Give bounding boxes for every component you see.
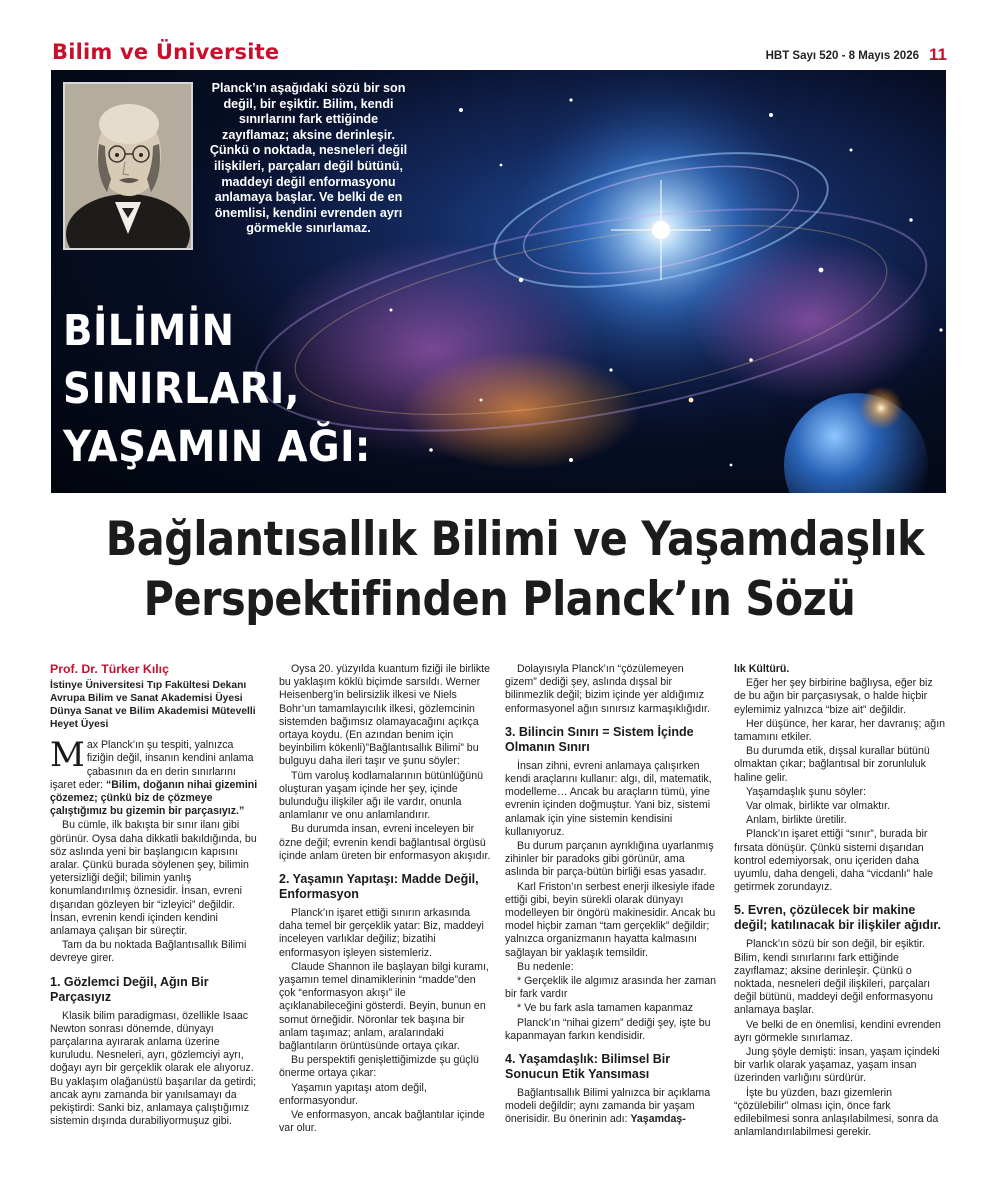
star (730, 464, 733, 467)
paragraph: Var olmak, birlikte var olmaktır. (746, 800, 891, 813)
pull-quote: Planck’ın aşağıdaki sözü bir son değil, bir eşiktir. Bilim, kendi sınırlarını fark ettiğinde zayıflamaz; aksine derinleşir. Çünkü o noktada, nesneleri değil ilişkileri, parçaları değil bütünü, maddeyi değil enformasyonu anlamaya başlar. Ve belki de en önemlisi, kendini evrenden ayrı görmekle sınırlamaz. (209, 81, 408, 236)
section-heading: 4. Yaşamdaşlık: Bilimsel Bir Sonucun Etik Yansıması (505, 1052, 671, 1082)
paragraph: Bu durumda insan, evreni inceleyen bir özne değil; evrenin kendi bağlantısal örgüsü içinde anlam üreten bir enformasyon akışıdır. (279, 823, 491, 862)
paragraph: Planck’ın işaret ettiği sınırın arkasında daha temel bir gerçeklik yatar: Biz, maddeyi inceleyen varlıklar değiliz; bizatihi enformasyon işleyen sistemleriz. (279, 907, 484, 959)
star (459, 108, 463, 112)
star (429, 448, 433, 452)
star (569, 458, 573, 462)
star (390, 309, 393, 312)
paragraph: Bu perspektifi genişlettiğimizde şu güçlü önerme ortaya çıkar: (279, 1054, 479, 1080)
paragraph: Anlam, birlikte üretilir. (746, 814, 847, 827)
star (480, 399, 483, 402)
column-3 (505, 663, 717, 1128)
star (749, 358, 753, 362)
paragraph (734, 663, 946, 676)
column-1 (50, 663, 262, 1129)
section-heading: 1. Gözlemci Değil, Ağın Bir Parçasıyız (50, 974, 209, 1004)
paragraph: Yaşamdaşlık şunu söyler: (746, 785, 866, 798)
drop-cap: M (50, 735, 85, 776)
star (689, 398, 694, 403)
nebula-pink (691, 240, 931, 400)
paragraph: Her düşünce, her karar, her davranış; ağın tamamını etkiler. (734, 717, 946, 744)
bold-text: Yaşamdaş- (630, 1113, 686, 1126)
author-affiliation: Avrupa Bilim ve Sanat Akademisi Üyesi (50, 693, 243, 705)
section-title: Bilim ve Üniversite (52, 40, 280, 64)
column-2 (279, 663, 491, 1137)
paragraph: Dolayısıyla Planck’ın “çözülemeyen gizem” dediği şey, aslında dışsal bir bilinmezlik değil; bizim içinde yer aldığımız enformasyonel ağın sınırsız karmaşıklığıdır. (505, 663, 710, 715)
article-title-line: Bağlantısallık Bilimi ve Yaşamdaşlık (105, 512, 925, 567)
author-affiliation: Dünya Sanat ve Bilim Akademisi Mütevelli Heyet Üyesi (50, 706, 256, 731)
paragraph: Jung şöyle demişti: insan, yaşam içindeki bir varlık olarak yaşamaz, yaşam insan üzerinden varlığını sürdürür. (734, 1046, 940, 1085)
bold-text: lık Kültürü. (734, 663, 790, 675)
paragraph: Ve belki de en önemlisi, kendini evrenden ayrı görmekle sınırlamaz. (734, 1018, 941, 1044)
article-title (52, 510, 947, 630)
hero-headline (63, 302, 371, 476)
star (519, 278, 523, 282)
paragraph: Bu nedenle: (517, 960, 574, 973)
article-title-line: Perspektifinden Planck’ın Sözü (143, 572, 856, 627)
star (819, 268, 824, 273)
paragraph: Tam da bu noktada Bağlantısallık Bilimi devreye girer. (50, 939, 247, 965)
paragraph: Eğer her şey birbirine bağlıysa, eğer biz de bu ağın bir parçasıysak, o halde hiçbir eylemimiz yalnızca “bize ait” değildir. (734, 677, 933, 716)
hero-headline-line: SINIRLARI, (63, 364, 300, 414)
paragraph-text: Bağlantısallık Bilimi yalnızca bir açıklama modeli değildir; aynı zamanda bir yaşam önerisidir. Bu önerinin adı: (505, 1087, 711, 1126)
paragraph: Karl Friston’ın serbest enerji ilkesiyle ifade ettiği gibi, beyin sürekli olarak dünyayı modelleyen bir öngörü makinesidir. Ancak bu model hiçbir zaman “tam gerçeklik” değildir; yalnızca organizmanın hayatta kalmasını sağlayan bir yaklaşık temsildir. (505, 880, 716, 959)
author-name: Prof. Dr. Türker Kılıç (50, 662, 169, 676)
paragraph (505, 1087, 717, 1127)
paragraph: Claude Shannon ile başlayan bilgi kuramı, yaşamın temel dinamiklerinin “madde”den çok “enformasyon akışı” ile açıklanabileceğini gösterdi. Beyin, bunun en somut örneğidir. Nöronlar tek başına bir anlam taşımaz; anlam, aralarındaki bağlantıların örüntüsünde ortaya çıkar. (279, 960, 489, 1053)
hero-headline-line: BİLİMİN (63, 306, 235, 356)
planck-portrait (63, 82, 193, 250)
paragraph: Bu durumda etik, dışsal kurallar bütünü olmaktan çıkar; bağlantısal bir zorunluluk haline gelir. (734, 745, 930, 784)
star (850, 149, 853, 152)
paragraph: Tüm varoluş kodlamalarının bütünlüğünü oluşturan yaşam içinde her şey, içinde bulunduğu ilişkiler ağı ile vardır, onunla anlamlanır ve onu anlamlandırır. (279, 769, 483, 822)
page-header (52, 40, 947, 72)
paragraph: Ve enformasyon, ancak bağlantılar içinde var olur. (279, 1109, 485, 1135)
star (909, 218, 912, 221)
paragraph: İşte bu yüzden, bazı gizemlerin “çözülebilir” olması için, önce fark edilebilmesi sonra anlaşılabilmesi, sonra da anlamlandırılabilmesi gerekir. (734, 1086, 939, 1139)
paragraph (50, 735, 262, 818)
paragraph: İnsan zihni, evreni anlamaya çalışırken kendi araçlarını kullanır: algı, dil, matematik, modelleme… Ancak bu araçların tümü, yine evrenin içinden doğmuştur. Yani biz, sistemi anlamak için yine sistemin kendisini kullanıyoruz. (505, 759, 712, 838)
star (500, 164, 503, 167)
paragraph: * Ve bu fark asla tamamen kapanmaz (517, 1002, 694, 1015)
star (769, 113, 773, 117)
author-affiliations (50, 679, 262, 731)
portrait-illustration (65, 84, 191, 248)
hero-banner (51, 70, 946, 493)
flare-star (859, 386, 903, 430)
paragraph: Planck’ın işaret ettiği “sınır”, burada bir fırsata dönüşür. Çünkü sistemi dışarıdan kontrol edemiyorsak, onu içeriden daha uyumlu, daha dengeli, daha “vicdanlı” hale getirmek zorundayız. (734, 828, 934, 894)
star (939, 328, 942, 331)
paragraph: Bu cümle, ilk bakışta bir sınır ilanı gibi görünür. Oysa daha dikkatli bakıldığında, bu söz aslında yeni bir başlangıcın kapısını aralar. Çünkü burada söylenen şey, bilimin yetersizliği değil; bilimin yanlış konumlandırılmış öznesidir. İnsan, evreni dışarıdan gözleyen bir “izleyici” değildir. İnsan, evrenin kendi içinden kendini anlamaya çalışan bir süreçtir. (50, 819, 257, 938)
star (569, 98, 572, 101)
quote-text: “Bilim, doğanın nihai gizemini çözemez; çünkü biz de çözmeye çalıştığımız bu gizemin bir parçasıyız.” (50, 778, 258, 818)
paragraph: Bu durum parçanın ayrıklığına uyarlanmış zihinler bir paradoks gibi görünür, ama aslında bir parça-bütün birliği esas yasadır. (505, 840, 714, 879)
paragraph: Klasik bilim paradigması, özellikle Isaac Newton sonrası dönemde, dünyayı parçalarına ayırarak anlama üzerine kuruludu. Nesneleri, ayrı, gözlemciyi ayrı, doğayı ayrı bir gerçeklik olarak ele alıyoruz. Bu yaklaşım olağanüstü başarılar da getirdi; ancak aynı zamanda bir yanılsamayı da pekiştirdi: Sanki biz, anlamaya çalıştığımız sistemin dışında durabiliyormuşuz gibi. (50, 1009, 257, 1128)
column-4 (734, 663, 946, 1141)
issue-info: HBT Sayı 520 - 8 Mayıs 2026 (765, 50, 919, 62)
article-body (50, 663, 949, 1193)
author-affiliation: İstinye Üniversitesi Tıp Fakültesi Dekanı (50, 680, 247, 692)
page-number: 11 (929, 45, 947, 64)
section-heading: 3. Bilincin Sınırı = Sistem İçinde Olmanın Sınırı (505, 724, 694, 754)
planet (784, 393, 928, 493)
paragraph: Oysa 20. yüzyılda kuantum fiziği ile birlikte bu yaklaşım köklü biçimde sarsıldı. Werner Heisenberg’in belirsizlik ilkesi ve Niels Bohr’un tamamlayıcılık ilkesi, gözlemcinin sistemden bağımsız olamayacağını açıkça ortaya koydu. (En azından benim için beyinbilim kökenli)”Bağlantısallık Bilimi” bu bulguyu daha ileri taşır ve şunu söyler: (279, 663, 491, 768)
section-heading: 5. Evren, çözülecek bir makine değil; katılınacak bir ilişkiler ağıdır. (734, 903, 942, 933)
paragraph: Planck’ın sözü bir son değil, bir eşiktir. Bilim, kendi sınırlarını fark ettiğinde zayıflamaz; aksine derinleşir. Çünkü o noktada, nesneleri değil ilişkileri, parçaları değil bütünü, maddeyi değil enformasyonu anlamaya başlar. (734, 938, 934, 1017)
hero-headline-line: YAŞAMIN AĞI: (63, 422, 371, 472)
paragraph: Yaşamın yapıtaşı atom değil, enformasyondur. (279, 1081, 427, 1107)
paragraph: Planck’ın “nihai gizem” dediği şey, işte bu kapanmayan farkın kendisidir. (505, 1016, 711, 1042)
section-heading: 2. Yaşamın Yapıtaşı: Madde Değil, Enformasyon (279, 872, 479, 902)
paragraph-text: ax Planck’ın şu tespiti, yalnızca fiziğin değil, insanın kendini anlama çabasının da en derin sınırlarını işaret eder: (50, 739, 254, 791)
paragraph: * Gerçeklik ile algımız arasında her zaman bir fark vardır (505, 975, 717, 1001)
star (609, 368, 612, 371)
